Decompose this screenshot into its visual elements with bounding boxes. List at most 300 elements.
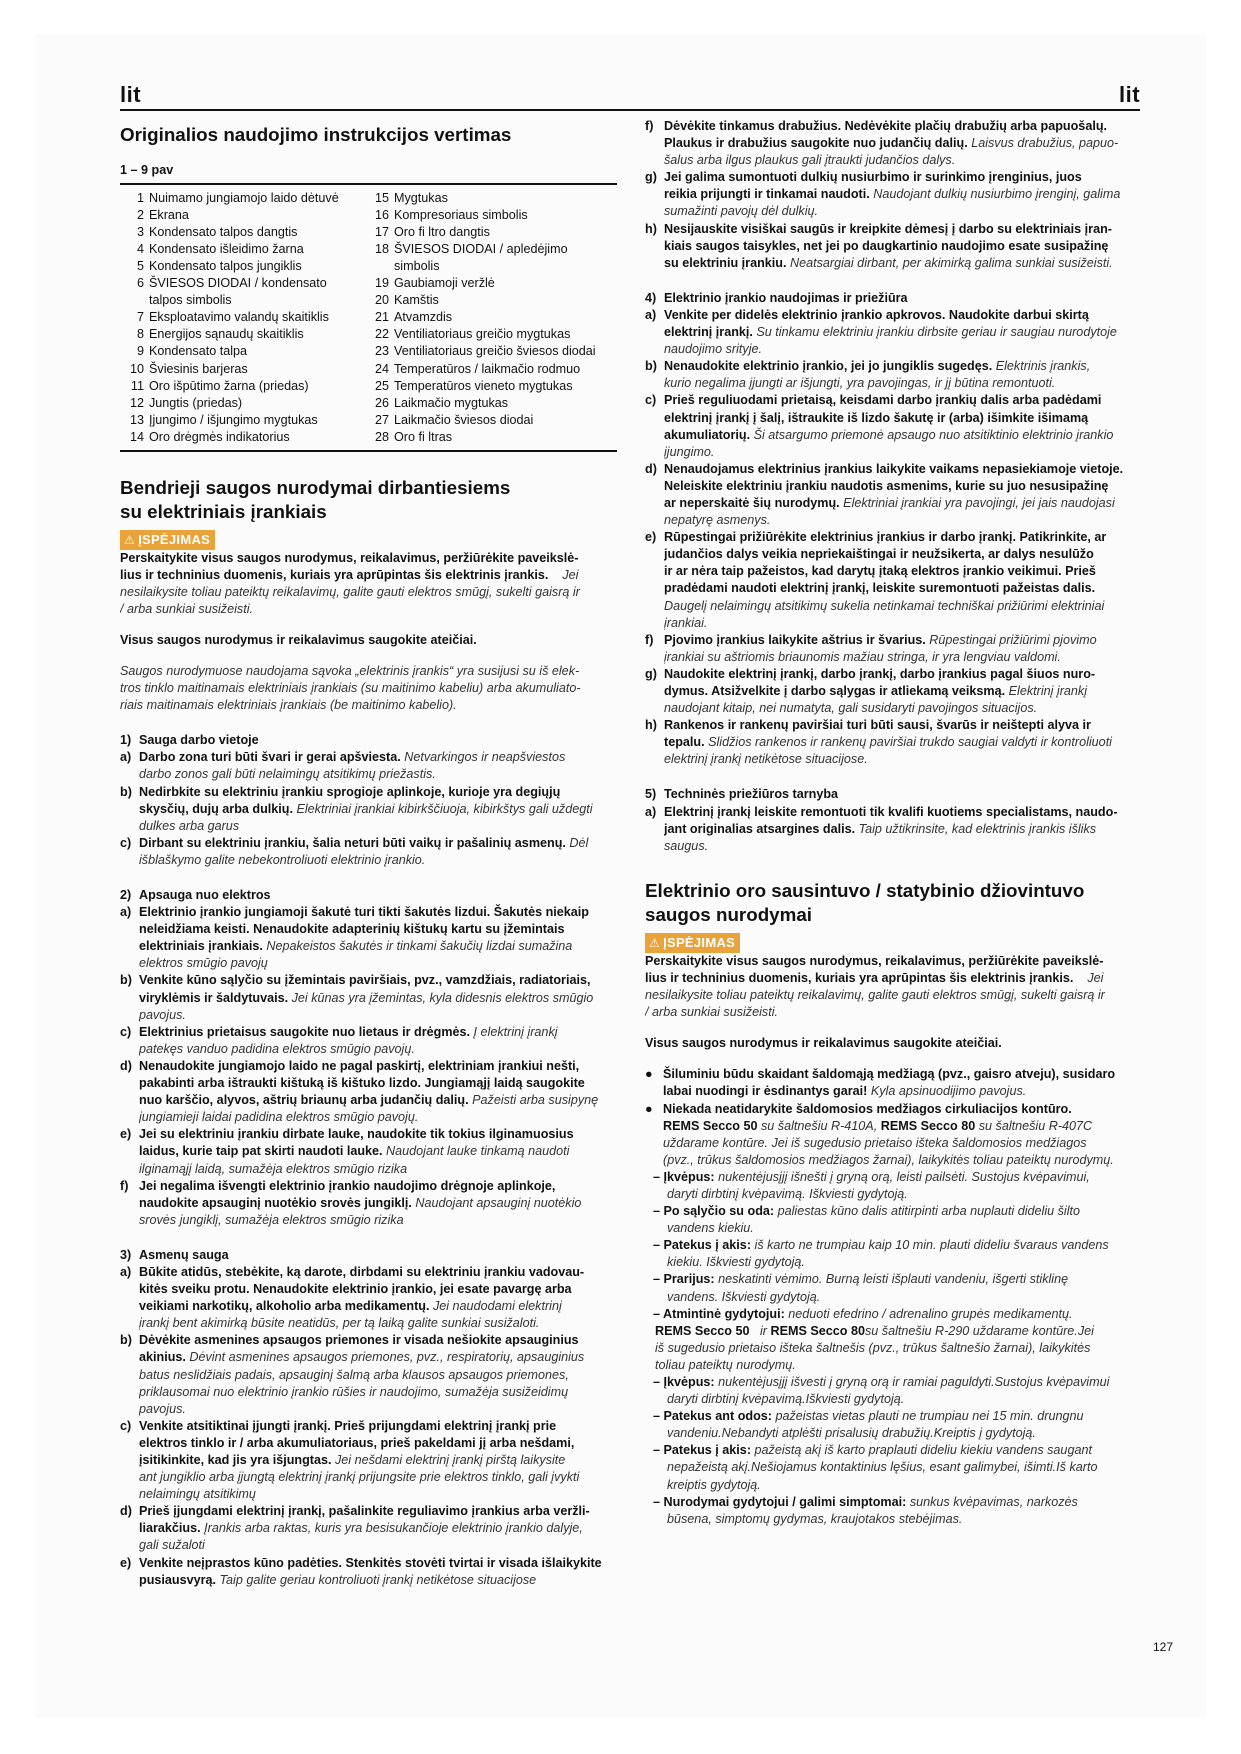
part-number: 15: [374, 190, 389, 205]
item-label: g): [645, 170, 657, 185]
part-item: [120, 275, 365, 292]
part-label: Atvamzdis: [394, 310, 453, 325]
item-line: – Patekus į akis: iš karto ne trumpiau kaip 10 min. plauti dideliu švaraus vandens: [653, 1238, 1109, 1253]
instruction-item: [645, 804, 1142, 855]
item-label: f): [645, 119, 654, 133]
item-text: [139, 1058, 617, 1126]
item-line: sumažinti pavojų dėl dulkių.: [664, 204, 819, 219]
item-text: [664, 461, 1142, 529]
item-label: b): [645, 359, 657, 374]
part-label: Laikmačio mygtukas: [394, 395, 509, 410]
item-label: d): [645, 461, 657, 476]
instruction-item: [645, 169, 1142, 220]
item-line: kitės sveiku protu. Nenaudokite elektrinio įrankio, jei esate pavargę arba: [139, 1282, 572, 1297]
header-rule: [120, 109, 1140, 111]
item-label: a): [120, 905, 132, 920]
item-line: – Nurodymai gydytojui / galimi simptomai: sunkus kvėpavimas, narkozės: [653, 1494, 1078, 1509]
item-line: judančios dalys veikia nepriekaištingai ir neužsikerta, ar dalys nesulūžo: [664, 547, 1094, 562]
instruction-item: [120, 1126, 617, 1177]
part-number: 9: [136, 344, 144, 359]
item-line: saugus.: [664, 838, 709, 853]
part-label: Jungtis (priedas): [149, 395, 243, 410]
part-number: 3: [136, 224, 144, 239]
item-line: Elektrinį įrankį leiskite remontuoti tik kvalifi kuotiems specialistams, naudo-: [664, 804, 1118, 819]
item-label: a): [120, 750, 132, 765]
part-label: Oro fi ltras: [394, 429, 453, 444]
part-label: Mygtukas: [394, 190, 448, 205]
item-label: b): [120, 784, 132, 799]
item-line: Plaukus ir drabužius saugokite nuo judančių dalių. Laisvus drabužius, papuo-: [664, 136, 1119, 151]
item-label: a): [645, 804, 657, 819]
item-text: [139, 1126, 617, 1177]
item-text: [139, 1264, 617, 1332]
warn-text: lius ir techninius duomenis, kuriais yra aprūpintas šis elektrinis įrankis.: [645, 970, 1074, 985]
part-number: 26: [374, 395, 389, 410]
keep-instructions: Visus saugos nurodymus ir reikalavimus saugokite ateičiai.: [120, 632, 477, 647]
item-line: Neleiskite elektriniu įrankiu naudotis asmenims, kurie su juo nesusipažinę: [664, 478, 1109, 493]
part-number: 16: [374, 207, 389, 222]
item-label: h): [645, 221, 657, 236]
item-line: įrankiai.: [664, 615, 708, 630]
instruction-item: [645, 632, 1142, 666]
item-text: [139, 1503, 617, 1554]
item-line: naudojant kitaip, nei numatyta, gali susidaryti pavojingos situacijos.: [664, 701, 1038, 716]
general-safety-title-line2: su elektriniais įrankiais: [120, 500, 327, 522]
warn-text: / arba sunkiai susižeisti.: [645, 1005, 778, 1020]
item-text: [664, 392, 1142, 460]
item-text: [664, 169, 1142, 220]
part-item: [365, 241, 617, 258]
instruction-item: [645, 529, 1142, 632]
header-lang-left: lit: [120, 82, 142, 107]
part-label: Oro drėgmės indikatorius: [149, 429, 290, 444]
part-item: [120, 292, 365, 309]
instruction-item: [120, 1332, 617, 1417]
item-line: jungiamieji laidai padidina elektros smūgio pavojų.: [139, 1110, 419, 1125]
item-line: Prieš reguliuodami prietaisą, keisdami darbo įrankių dalis arba padėdami: [664, 393, 1102, 408]
item-line: – Patekus ant odos: pažeistas vietas plauti ne trumpiau nei 15 min. drungnu: [653, 1409, 1084, 1424]
general-safety-title-line1: Bendrieji saugos nurodymai dirbantiesiems: [120, 476, 511, 498]
item-label: e): [120, 1127, 132, 1142]
item-line: laidus, kurie taip pat skirti naudoti lauke. Naudojant lauke tinkamą naudoti: [139, 1144, 570, 1159]
instruction-item: [120, 1503, 617, 1554]
part-item: [120, 190, 365, 207]
item-label: e): [120, 1555, 132, 1570]
bullet-item: ● Šiluminiu būdu skaidant šaldomąją medžiagą (pvz., gaisro atveju), susidaro labai nuodingi ir ėsdinantys garai! Kyla apsinuodijimo pavojus.: [645, 1067, 1116, 1099]
parts-col-2: [365, 190, 617, 446]
warn-text: nesilaikysite toliau pateiktų reikalavimų, galite gauti elektros smūgį, sukelti gaisrą ir: [120, 584, 580, 599]
warn-text: nesilaikysite toliau pateiktų reikalavimų, galite gauti elektros smūgį, sukelti gaisrą ir: [645, 988, 1105, 1003]
part-label: Energijos sąnaudų skaitiklis: [149, 327, 304, 342]
part-item: [120, 241, 365, 258]
item-line: dulkes arba garus: [139, 818, 240, 833]
bullet-item: ● Niekada neatidarykite šaldomosios medžiagos cirkuliacijos kontūro. REMS Secco 50 su šaltnešiu R-410A, REMS Secco 80 su šaltnešiu R-407C uždarame kontūre. Jei iš sugedusio prietaiso išteka šaldomosios medžiagos (pvz., trūkus šaldomosios medžiagos žarnai), laikykitės toliau pateiktų nurodymų.: [645, 1101, 1114, 1167]
instruction-item: [120, 1058, 617, 1126]
part-label: ŠVIESOS DIODAI / apledėjimo: [394, 241, 568, 256]
part-number: 27: [374, 412, 389, 427]
item-line: reikia prijungti ir tinkamai naudoti. Naudojant dulkių nusiurbimo įrenginį, galima: [664, 187, 1121, 202]
term-note: Saugos nurodymuose naudojama sąvoka „elektrinis įrankis“ yra susijusi su iš elek-: [120, 663, 580, 678]
item-text: [664, 358, 1142, 392]
item-text: [664, 666, 1142, 717]
item-line: tepalu. Slidžios rankenos ir rankenų paviršiai trukdo saugiai valdyti ir kontroliuoti: [664, 735, 1112, 750]
part-item: [120, 395, 365, 412]
item-line: nuo karščio, alyvos, aštrių briaunų arba judančių dalių. Pažeisti arba susipynę: [139, 1093, 599, 1108]
item-line: įrankiai su aštriomis briaunomis mažiau stringa, ir yra lengviau valdomi.: [664, 649, 1061, 664]
first-aid-item: [645, 1442, 1142, 1493]
part-number: 20: [374, 293, 389, 308]
parts-list: [120, 162, 617, 452]
part-item: [120, 378, 365, 395]
item-line: su elektriniu įrankiu. Neatsargiai dirbant, per akimirką galima sunkiai susižeisti.: [664, 255, 1113, 270]
part-label: Ventiliatoriaus greičio šviesos diodai: [394, 344, 596, 359]
instruction-item: [645, 666, 1142, 717]
part-label: simbolis: [394, 258, 440, 273]
part-item: [365, 207, 617, 224]
section-heading: 5) Techninės priežiūros tarnyba: [645, 787, 839, 802]
item-line: ilginamąjį laidą, sumažėja elektros smūgio rizika: [139, 1161, 408, 1176]
part-label: Oro fi ltro dangtis: [394, 224, 490, 239]
part-item: [120, 258, 365, 275]
item-line: naudokite apsauginį nuotėkio srovės jungiklį. Naudojant apsauginį nuotėkio: [139, 1195, 582, 1210]
item-label: b): [120, 1333, 132, 1348]
item-line: – Atmintinė gydytojui: neduoti efedrino / adrenalino grupės medikamentų.: [653, 1306, 1073, 1321]
item-line: Prieš įjungdami elektrinį įrankį, pašalinkite reguliavimo įrankius arba veržli-: [139, 1504, 590, 1519]
item-line: Būkite atidūs, stebėkite, ką darote, dirbdami su elektriniu įrankiu vadovau-: [139, 1264, 585, 1279]
instruction-item: [645, 717, 1142, 768]
part-item: [120, 309, 365, 326]
part-label: Kondensato talpos jungiklis: [149, 258, 302, 273]
item-line: elektros tinklo ir / arba akumuliatoriaus, prieš pakeldami jį arba nešdami,: [139, 1435, 575, 1450]
item-line: naudojimo srityje.: [664, 342, 762, 357]
item-line: pavojus.: [139, 1007, 186, 1022]
item-label: a): [120, 1264, 132, 1279]
part-number: 22: [374, 327, 389, 342]
item-label: g): [645, 666, 657, 681]
instruction-item: [120, 749, 617, 783]
item-line: – Įkvėpus: nukentėjusįjį išvesti į gryną orą ir ramiai paguldyti.Sustojus kvėpavimui: [653, 1375, 1110, 1389]
item-line: ant jungiklio arba įjungtą elektrinį įrankį prijungsite prie elektros tinklo, gali įvykti: [139, 1470, 580, 1485]
part-number: 11: [130, 378, 144, 393]
r290-block: REMS Secco 50 ir REMS Secco 80su šaltnešiu R-290 uždarame kontūre.Jei iš sugedusio prietaiso išteka šaltnešis (pvz., trūkus šaltnešio žarnai), laikykitės toliau pateiktų nurodymų.: [655, 1323, 1094, 1372]
part-item: [365, 309, 617, 326]
page-number: 127: [1153, 1640, 1174, 1654]
item-line: pradėdami naudoti elektrinį įrankį, leiskite suremontuoti pažeistas dalis.: [664, 581, 1096, 596]
item-line: pusiausvyrą. Taip galite geriau kontroliuoti įrankį netikėtose situacijose: [139, 1572, 537, 1587]
part-item: [120, 412, 365, 429]
item-label: b): [120, 973, 132, 988]
item-text: [139, 749, 617, 783]
item-line: elektrinį įrankį. Su tinkamu elektriniu įrankiu dirbsite geriau ir saugiau nurodytoje: [664, 325, 1117, 340]
part-item: [365, 224, 617, 241]
item-line: šalus arba ilgus plaukus gali įtraukti judančios dalys.: [664, 153, 956, 168]
warning-badge: ⚠ ĮSPĖJIMAS: [120, 530, 215, 550]
item-line: elektrinį įrankį netikėtose situacijose.: [664, 752, 868, 767]
part-number: 10: [129, 361, 144, 376]
instruction-item: [120, 784, 617, 835]
instruction-item: [645, 392, 1142, 460]
part-item: [365, 326, 617, 343]
instruction-item: [120, 835, 617, 869]
item-text: [664, 804, 1142, 855]
item-line: Nenaudojamus elektrinius įrankius laikykite vaikams nepasiekiamoje vietoje.: [664, 461, 1124, 476]
item-label: e): [645, 530, 657, 545]
part-label: Kamštis: [394, 293, 439, 308]
part-label: Ekrana: [149, 207, 189, 222]
part-number: 14: [129, 429, 144, 444]
item-line: daryti dirbtinį kvėpavimą.Iškviesti gydytoją.: [667, 1392, 905, 1407]
item-label: a): [645, 307, 657, 322]
item-line: – Prarijus: neskatinti vėmimo. Burną leisti išplauti vandeniu, išgerti stiklinę: [653, 1272, 1069, 1287]
item-line: Nenaudokite elektrinio įrankio, jei jo jungiklis sugedęs. Elektrinis įrankis,: [664, 359, 1091, 374]
part-number: 19: [374, 276, 389, 291]
part-label: Temperatūros vieneto mygtukas: [394, 378, 573, 393]
part-number: 25: [374, 378, 389, 393]
item-line: pavojus.: [139, 1401, 186, 1416]
item-line: Dėvėkite tinkamus drabužius. Nedėvėkite plačių drabužių arba papuošalų.: [664, 119, 1108, 133]
instruction-item: [120, 1178, 617, 1229]
warning-triangle-icon: ⚠: [649, 935, 661, 950]
parts-heading: 1 – 9 pav: [120, 163, 174, 177]
item-text: [664, 307, 1142, 358]
term-note: riais maitinamais elektriniais įrankiais (be maitinimo kabelio).: [120, 698, 457, 713]
warning-badge: ⚠ ĮSPĖJIMAS: [645, 933, 740, 953]
item-line: nepažeistą akį.Nešiojamus kontaktinius lęšius, esant galimybei, išimti.Iš karto: [667, 1460, 1098, 1475]
part-item: [365, 378, 617, 395]
item-line: akumuliatorių. Ši atsargumo priemonė apsaugo nuo atsitiktinio elektrinio įrankio: [664, 427, 1114, 442]
warn-text: / arba sunkiai susižeisti.: [120, 601, 253, 616]
part-label: Šviesinis barjeras: [149, 361, 248, 376]
parts-col-1: [120, 190, 365, 446]
item-line: Daugelį nelaimingų atsitikimų sukelia netinkamai techniškai prižiūrimi elektriniai: [664, 598, 1105, 613]
item-text: [664, 221, 1142, 272]
instruction-item: [120, 1555, 617, 1589]
document-title: Originalios naudojimo instrukcijos vertimas: [120, 124, 512, 145]
part-number: 2: [136, 207, 144, 222]
part-number: 12: [129, 395, 144, 410]
item-line: Pjovimo įrankius laikykite aštrius ir švarius. Rūpestingai prižiūrimi pjovimo: [664, 632, 1097, 647]
warn-text: Jei: [562, 567, 579, 582]
item-line: srovės jungiklį, sumažėja elektros smūgio rizika: [139, 1212, 404, 1227]
item-line: veikiami narkotikų, alkoholio arba medikamentų. Jei naudodami elektrinį: [139, 1299, 562, 1314]
item-line: Venkite kūno sąlyčio su įžemintais paviršiais, pvz., vamzdžiais, radiatoriais,: [139, 973, 591, 988]
item-label: c): [120, 1418, 132, 1433]
item-label: c): [645, 393, 657, 408]
item-line: Venkite atsitiktinai įjungti įrankį. Prieš prijungdami elektrinį įrankį prie: [139, 1418, 557, 1433]
item-line: Jei negalima išvengti elektrinio įrankio naudojimo drėgnoje aplinkoje,: [139, 1178, 556, 1193]
item-label: d): [120, 1058, 132, 1073]
part-number: 13: [129, 412, 144, 427]
item-line: Elektrinius prietaisus saugokite nuo lietaus ir drėgmės. Į elektrinį įrankį: [139, 1024, 558, 1039]
item-label: c): [120, 835, 132, 850]
item-line: akinius. Dėvint asmenines apsaugos priemones, pvz., respiratorių, apsauginius: [139, 1350, 585, 1365]
part-label: Kondensato talpa: [149, 344, 248, 359]
instruction-item: [645, 221, 1142, 272]
part-item: [120, 326, 365, 343]
item-line: elektrinį įrankį į šalį, ištraukite iš lizdo šakutę ir (arba) išimkite išimamą: [664, 410, 1089, 425]
instruction-item: [120, 1264, 617, 1332]
first-aid-item: [645, 1271, 1142, 1305]
first-aid-item: [645, 1408, 1142, 1442]
item-text: [139, 1555, 617, 1589]
item-line: ir ar nėra taip pažeistos, kad darytų įtaką elektros įrankio veikimui. Prieš: [664, 564, 1096, 579]
part-item: [365, 275, 617, 292]
section-heading: 2) Apsauga nuo elektros: [120, 888, 271, 902]
item-line: neleidžiama keisti. Nenaudokite adapterinių kištukų kartu su įžemintais: [139, 922, 565, 937]
item-text: [664, 717, 1142, 768]
part-item: [365, 258, 617, 275]
item-line: viryklėmis ir šaldytuvais. Jei kūnas yra įžemintas, kyla didesnis elektros smūgio: [139, 990, 594, 1005]
item-line: elektriniais įrankiais. Nepakeistos šakutės ir tinkami šakučių lizdai sumažina: [139, 939, 573, 954]
item-line: kreiptis gydytoją.: [667, 1477, 761, 1492]
part-item: [365, 190, 617, 207]
first-aid-item: [645, 1169, 1142, 1203]
first-aid-item: [645, 1203, 1142, 1237]
part-item: [120, 224, 365, 241]
part-label: Eksploatavimo valandų skaitiklis: [149, 310, 329, 325]
part-number: 5: [136, 258, 144, 273]
part-label: Laikmačio šviesos diodai: [394, 412, 534, 427]
item-line: Dirbant su elektriniu įrankiu, šalia neturi būti vaikų ir pašalinių asmenų. Dėl: [139, 835, 589, 850]
part-item: [365, 412, 617, 429]
item-text: [139, 1178, 617, 1229]
item-label: f): [645, 632, 654, 647]
term-note: tros tinklo maitinamais elektriniais įrankiais (su maitinimo kabeliu) arba akumuliato-: [120, 681, 581, 696]
item-line: išblaškymo galite nebekontroliuoti elektrinio įrankio.: [139, 852, 426, 867]
part-label: Kondensato talpos dangtis: [149, 224, 298, 239]
warn-text: lius ir techninius duomenis, kuriais yra aprūpintas šis elektrinis įrankis.: [120, 567, 549, 582]
item-line: Venkite per didelės elektrinio įrankio apkrovos. Naudokite darbui skirtą: [664, 307, 1089, 322]
instruction-item: [645, 461, 1142, 529]
item-line: įjungimo.: [664, 444, 715, 459]
dryer-safety-title-line1: Elektrinio oro sausintuvo / statybinio džiovintuvo: [645, 879, 1085, 901]
item-text: [139, 1418, 617, 1503]
instruction-item: [645, 358, 1142, 392]
part-label: ŠVIESOS DIODAI / kondensato: [149, 276, 327, 291]
section-heading: 1) Sauga darbo vietoje: [120, 733, 259, 748]
item-text: [664, 529, 1142, 632]
instruction-item: [645, 118, 1142, 169]
item-line: jant originalias atsargines dalis. Taip užtikrinsite, kad elektrinis įrankis išliks: [664, 821, 1097, 836]
item-line: Darbo zona turi būti švari ir gerai apšviesta. Netvarkingos ir neapšviestos: [139, 750, 566, 765]
part-label: Kondensato išleidimo žarna: [149, 241, 304, 256]
item-line: – Po sąlyčio su oda: paliestas kūno dalis atitirpinti arba nuplauti dideliu šilto: [653, 1204, 1081, 1219]
part-item: [365, 343, 617, 360]
first-aid-item: [645, 1494, 1142, 1528]
dryer-safety-title-line2: saugos nurodymai: [645, 903, 812, 925]
item-line: batus neslidžiais padais, apsauginį šalmą arba klausos apsaugos priemones,: [139, 1367, 569, 1382]
part-number: 23: [374, 344, 389, 359]
item-line: Jei su elektriniu įrankiu dirbate lauke, naudokite tik tokius ilginamuosius: [139, 1127, 574, 1142]
item-line: Rankenos ir rankenų paviršiai turi būti sausi, švarūs ir neištepti alyva ir: [664, 718, 1091, 733]
instruction-item: [120, 904, 617, 972]
part-item: [365, 395, 617, 412]
item-text: [664, 632, 1142, 666]
section-heading: 4) Elektrinio įrankio naudojimas ir priežiūra: [645, 290, 908, 305]
first-aid-item: [645, 1306, 1142, 1323]
parts-rule-top: [120, 183, 617, 185]
first-aid-item: [645, 1374, 1142, 1408]
part-label: Kompresoriaus simbolis: [394, 207, 528, 222]
part-item: [120, 343, 365, 360]
part-item: [120, 361, 365, 378]
part-number: 28: [374, 429, 389, 444]
item-label: f): [120, 1178, 129, 1193]
item-line: dymus. Atsižvelkite į darbo sąlygas ir atliekamą veiksmą. Elektrinį įrankį: [664, 684, 1088, 698]
warn-text: Perskaitykite visus saugos nurodymus, reikalavimus, peržiūrėkite paveikslė-: [645, 953, 1104, 968]
item-line: priklausomai nuo elektrinio įrankio rūšies ir naudojimo, sumažėja susižeidimų: [139, 1384, 569, 1399]
part-label: Įjungimo / išjungimo mygtukas: [149, 412, 318, 427]
first-aid-item: [645, 1237, 1142, 1271]
instruction-item: [120, 1418, 617, 1503]
item-text: [139, 1024, 617, 1058]
item-line: gali sužaloti: [139, 1538, 205, 1553]
item-line: patekęs vanduo padidina elektros smūgio pavojų.: [139, 1041, 415, 1056]
instruction-item: [645, 307, 1142, 358]
instruction-item: [120, 1024, 617, 1058]
item-line: Nesijauskite visiškai saugūs ir kreipkite dėmesį į darbo su elektriniais įran-: [664, 221, 1112, 236]
item-text: [664, 118, 1142, 169]
part-label: talpos simbolis: [149, 293, 232, 308]
item-line: ar neperskaitė šių nurodymų. Elektriniai įrankiai yra pavojingi, jei jais naudojasi: [664, 495, 1115, 510]
part-number: 4: [136, 241, 144, 256]
warning-triangle-icon: ⚠: [124, 532, 136, 547]
item-line: kurio negalima įjungti ar išjungti, yra pavojingas, ir jį būtina remontuoti.: [664, 376, 1056, 391]
item-line: Jei galima sumontuoti dulkių nusiurbimo ir surinkimo įrenginius, juos: [664, 170, 1082, 185]
part-label: Temperatūros / laikmačio rodmuo: [394, 361, 581, 376]
item-line: Rūpestingai prižiūrėkite elektrinius įrankius ir darbo įrankį. Patikrinkite, ar: [664, 530, 1107, 545]
item-line: – Patekus į akis: pažeistą akį iš karto praplauti dideliu kiekiu vandens saugant: [653, 1443, 1092, 1458]
part-item: [365, 429, 617, 446]
part-number: 7: [136, 310, 144, 325]
part-label: Gaubiamoji veržlė: [394, 276, 495, 291]
item-text: [139, 904, 617, 972]
item-line: Elektrinio įrankio jungiamoji šakutė turi tikti šakutės lizdui. Šakutės niekaip: [139, 905, 589, 920]
warn-text: Jei: [1087, 970, 1104, 985]
item-line: Nedirbkite su elektriniu įrankiu sprogioje aplinkoje, kurioje yra degiųjų: [139, 784, 561, 799]
item-line: nepatyrę asmenys.: [664, 513, 771, 528]
item-line: pakabinti arba ištraukti kištuką iš kištuko lizdo. Jungiamąjį laidą saugokite: [139, 1076, 585, 1091]
item-line: kiais saugos taisykles, net jei po daugkartinio naudojimo esate susipažinę: [664, 238, 1109, 253]
part-item: [365, 361, 617, 378]
section-heading: 3) Asmenų sauga: [120, 1247, 229, 1262]
item-text: [139, 1332, 617, 1417]
item-line: įrankį bent akimirką būsite neatidūs, per tą laiką galite sunkiai susižaloti.: [139, 1316, 540, 1331]
item-text: [139, 835, 617, 869]
item-line: liarakčius. Įrankis arba raktas, kuris yra besisukančioje elektrinio įrankio dalyje,: [139, 1521, 583, 1536]
item-line: daryti dirbtinį kvėpavimą. Iškviesti gydytoją.: [667, 1186, 908, 1201]
part-number: 6: [136, 276, 144, 291]
part-number: 21: [374, 310, 389, 325]
item-line: nelaimingų atsitikimų: [139, 1487, 256, 1502]
part-item: [120, 207, 365, 224]
item-text: [139, 784, 617, 835]
part-label: Ventiliatoriaus greičio mygtukas: [394, 327, 571, 342]
part-number: 1: [136, 190, 144, 205]
warn-text: Perskaitykite visus saugos nurodymus, reikalavimus, peržiūrėkite paveikslė-: [120, 550, 579, 565]
header-lang-right: lit: [1119, 82, 1141, 107]
item-label: h): [645, 718, 657, 733]
item-line: Nenaudokite jungiamojo laido ne pagal paskirtį, elektriniam įrankiui nešti,: [139, 1058, 580, 1073]
part-label: Oro išpūtimo žarna (priedas): [149, 378, 309, 393]
part-item: [120, 429, 365, 446]
right-column: [645, 118, 1142, 1638]
item-line: – Įkvėpus: nukentėjusįjį išnešti į gryną orą, leisti pailsėti. Sustojus kvėpavimui,: [653, 1169, 1090, 1184]
part-number: 18: [374, 241, 389, 256]
item-line: Dėvėkite asmenines apsaugos priemones ir visada nešiokite apsauginius: [139, 1333, 579, 1348]
item-line: skysčių, dujų arba dulkių. Elektriniai įrankiai kibirkščiuoja, kibirkštys gali uždegti: [139, 801, 593, 816]
part-number: 8: [136, 327, 144, 342]
